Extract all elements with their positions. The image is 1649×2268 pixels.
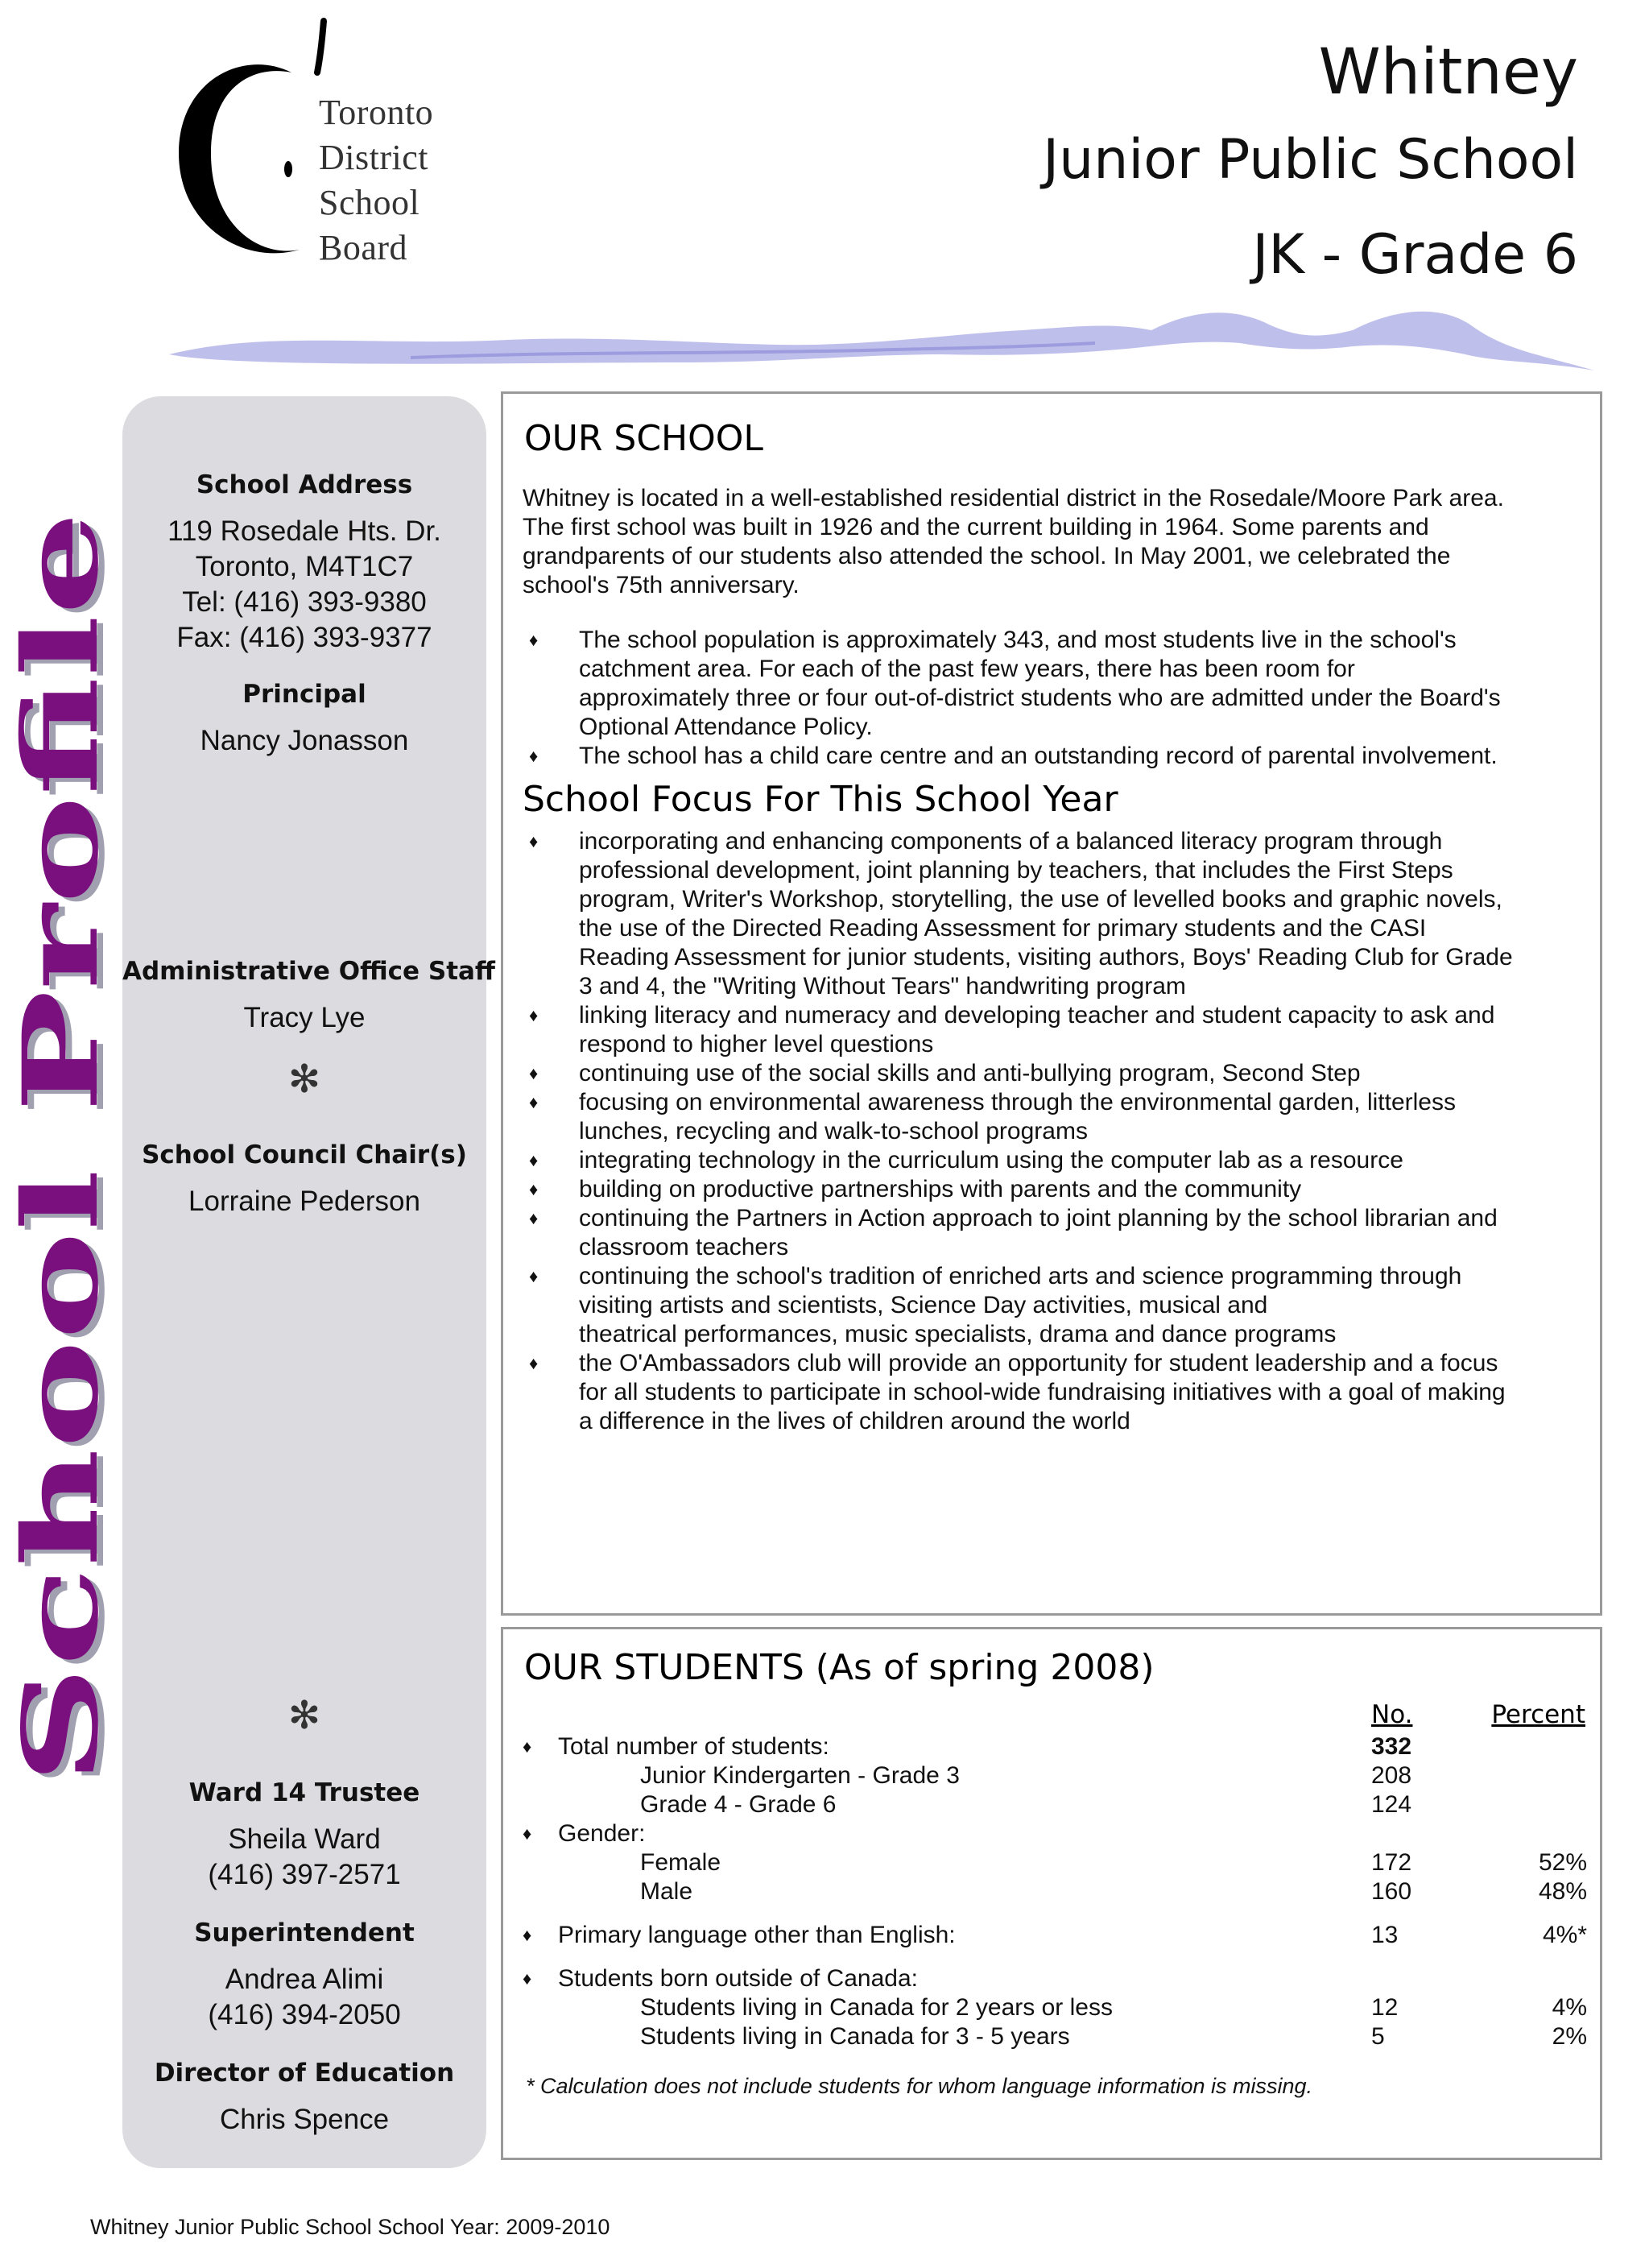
bullet-diamond-icon: ♦ — [529, 1266, 539, 1286]
superintendent-heading: Superintendent — [194, 1918, 415, 1947]
row-count: 332 — [1371, 1733, 1412, 1760]
bullet-diamond-icon: ♦ — [523, 1925, 532, 1945]
row-label: Junior Kindergarten - Grade 3 — [640, 1762, 960, 1789]
school-title-block — [1043, 32, 1578, 303]
row-percent: 48% — [1538, 1878, 1587, 1905]
column-header-percent: Percent — [1491, 1700, 1585, 1729]
row-label: Total number of students: — [558, 1733, 829, 1760]
row-percent: 2% — [1552, 2023, 1587, 2050]
bullet-line: classroom teachers — [579, 1234, 789, 1260]
bullet-diamond-icon: ♦ — [529, 630, 539, 650]
address-heading: School Address — [196, 470, 413, 499]
bullet-line: approximately three or four out-of-district students who are admitted under the Board's — [579, 685, 1501, 711]
bullet-line: continuing the Partners in Action approach to joint planning by the school librarian and — [579, 1205, 1498, 1231]
bullet-line: linking literacy and numeracy and developing teacher and student capacity to ask and — [579, 1002, 1495, 1028]
bullet-line: integrating technology in the curriculum using the computer lab as a resource — [579, 1147, 1403, 1173]
row-percent: 52% — [1538, 1849, 1587, 1876]
contact-sidebar — [122, 396, 496, 2168]
bullet-diamond-icon: ♦ — [523, 1968, 532, 1989]
our-school-section — [501, 391, 1602, 1616]
bullet-line: a difference in the lives of children around the world — [579, 1408, 1130, 1434]
school-type: Junior Public School — [1043, 128, 1578, 192]
director-name: Chris Spence — [219, 2104, 390, 2135]
bullet-line: the use of the Directed Reading Assessment for primary students and the CASI — [579, 915, 1427, 942]
school-name: Whitney — [1318, 36, 1578, 109]
bullet-line: Reading Assessment for junior students, visiting authors, Boys' Reading Club for Grade — [579, 944, 1513, 971]
fax-line: Fax: (416) 393-9377 — [176, 622, 432, 653]
bullet-line: The school population is approximately 343, and most students live in the school's — [579, 627, 1457, 653]
list-item — [523, 1349, 1601, 1436]
bullet-diamond-icon: ♦ — [529, 1208, 539, 1228]
list-item — [523, 1146, 1601, 1175]
row-label: Male — [640, 1878, 693, 1905]
focus-bullets — [523, 827, 1601, 1436]
row-count: 13 — [1371, 1922, 1399, 1948]
our-school-bullets — [523, 626, 1601, 771]
page-footer: Whitney Junior Public School School Year: 2009-2010 — [90, 2215, 610, 2239]
row-label: Female — [640, 1849, 721, 1876]
logo-line: District — [319, 138, 428, 177]
principal-name: Nancy Jonasson — [200, 725, 409, 756]
logo-line: School — [319, 183, 420, 222]
row-count: 5 — [1371, 2023, 1385, 2050]
bullet-diamond-icon: ♦ — [529, 831, 539, 851]
trustee-heading: Ward 14 Trustee — [188, 1778, 420, 1807]
row-count: 124 — [1371, 1791, 1412, 1818]
list-item — [523, 827, 1601, 1001]
row-count: 208 — [1371, 1762, 1412, 1789]
bullet-diamond-icon: ♦ — [523, 1823, 532, 1844]
address-line: Toronto, M4T1C7 — [195, 551, 414, 582]
separator-star: ✻ — [287, 1058, 321, 1101]
bullet-line: program, Writer's Workshop, storytelling, the use of levelled books and graphic novels, — [579, 886, 1502, 913]
bullet-line: catchment area. For each of the past few years, there has been room for — [579, 656, 1355, 682]
row-label: Students living in Canada for 2 years or less — [640, 1994, 1113, 2021]
column-header-no: No. — [1371, 1700, 1413, 1729]
list-item — [523, 626, 1601, 742]
row-label: Primary language other than English: — [558, 1922, 956, 1948]
list-item — [523, 1059, 1601, 1088]
bullet-line: focusing on environmental awareness through the environmental garden, litterless — [579, 1089, 1456, 1115]
bullet-line: the O'Ambassadors club will provide an opportunity for student leadership and a focus — [579, 1350, 1498, 1376]
council-name: Lorraine Pederson — [188, 1186, 420, 1217]
list-item — [523, 1262, 1601, 1349]
council-heading: School Council Chair(s) — [142, 1140, 467, 1169]
bullet-line: theatrical performances, music specialists, drama and dance programs — [579, 1321, 1337, 1347]
our-school-heading: OUR SCHOOL — [524, 418, 763, 459]
bullet-diamond-icon: ♦ — [529, 1005, 539, 1025]
list-item — [523, 1175, 1601, 1204]
logo-line: Board — [319, 228, 408, 267]
row-label: Grade 4 - Grade 6 — [640, 1791, 837, 1818]
our-students-section — [501, 1627, 1602, 2160]
bullet-line: continuing the school's tradition of enriched arts and science programming through — [579, 1263, 1462, 1289]
bullet-line: respond to higher level questions — [579, 1031, 934, 1057]
row-count: 12 — [1371, 1994, 1399, 2021]
superintendent-name: Andrea Alimi — [225, 1964, 384, 1995]
separator-star: ✻ — [287, 1695, 321, 1737]
our-students-heading: OUR STUDENTS (As of spring 2008) — [524, 1647, 1155, 1688]
decorative-wave — [169, 298, 1594, 379]
row-label: Students living in Canada for 3 - 5 years — [640, 2023, 1070, 2050]
bullet-line: incorporating and enhancing components of a balanced literacy program through — [579, 828, 1443, 855]
row-label: Students born outside of Canada: — [558, 1965, 918, 1992]
superintendent-phone: (416) 394-2050 — [208, 1999, 401, 2030]
row-label: Gender: — [558, 1820, 646, 1847]
bullet-diamond-icon: ♦ — [529, 1179, 539, 1199]
bullet-diamond-icon: ♦ — [529, 746, 539, 766]
list-item — [523, 1088, 1601, 1146]
bullet-diamond-icon: ♦ — [529, 1063, 539, 1083]
apple-logo-icon — [171, 16, 332, 274]
row-percent: 4%* — [1542, 1922, 1587, 1948]
principal-heading: Principal — [242, 680, 366, 709]
bullet-line: continuing use of the social skills and anti-bullying program, Second Step — [579, 1060, 1361, 1086]
row-count: 172 — [1371, 1849, 1412, 1876]
list-item — [523, 1001, 1601, 1059]
tdsb-logo — [171, 16, 493, 274]
our-school-intro — [523, 484, 1593, 600]
trustee-phone: (416) 397-2571 — [208, 1859, 401, 1890]
banner-shadow: School Profile — [8, 983, 113, 1788]
bullet-line: 3 and 4, the "Writing Without Tears" handwriting program — [579, 973, 1186, 999]
bullet-line: professional development, joint planning by teachers, that includes the First Steps — [579, 857, 1453, 884]
list-item — [523, 1204, 1601, 1262]
bullet-line: The school has a child care centre and an outstanding record of parental involvement. — [579, 743, 1498, 769]
bullet-diamond-icon: ♦ — [523, 1736, 532, 1757]
bullet-line: for all students to participate in school-wide fundraising initiatives with a goal of making — [579, 1379, 1506, 1405]
bullet-diamond-icon: ♦ — [529, 1150, 539, 1170]
list-item — [523, 742, 1601, 771]
bullet-line: visiting artists and scientists, Science Day activities, musical and — [579, 1292, 1268, 1318]
logo-line: Toronto — [319, 93, 434, 132]
logo-wordmark — [319, 90, 433, 271]
bullet-line: building on productive partnerships with parents and the community — [579, 1176, 1302, 1202]
row-count: 160 — [1371, 1878, 1412, 1905]
row-percent: 4% — [1552, 1994, 1587, 2021]
bullet-diamond-icon: ♦ — [529, 1092, 539, 1112]
intro-line: grandparents of our students also attended the school. In May 2001, we celebrated the — [523, 543, 1451, 569]
bullet-line: lunches, recycling and walk-to-school programs — [579, 1118, 1088, 1144]
trustee-name: Sheila Ward — [228, 1823, 381, 1855]
intro-line: The first school was built in 1926 and the current building in 1964. Some parents and — [523, 514, 1429, 540]
phone-line: Tel: (416) 393-9380 — [182, 586, 427, 618]
focus-heading: School Focus For This School Year — [523, 779, 1118, 820]
grade-range: JK - Grade 6 — [1252, 223, 1578, 287]
bullet-diamond-icon: ♦ — [529, 1353, 539, 1373]
footnote: * Calculation does not include students for whom language information is missing. — [526, 2074, 1313, 2098]
intro-line: Whitney is located in a well-established residential district in the Rosedale/Moore Park area. — [523, 485, 1504, 511]
banner-text: School Profile — [8, 979, 113, 1784]
intro-line: school's 75th anniversary. — [523, 572, 800, 598]
admin-heading: Administrative Office Staff — [122, 957, 496, 986]
address-line: 119 Rosedale Hts. Dr. — [167, 515, 441, 547]
director-heading: Director of Education — [154, 2059, 455, 2088]
bullet-line: Optional Attendance Policy. — [579, 714, 873, 740]
school-profile-banner — [8, 507, 113, 1788]
admin-name: Tracy Lye — [243, 1002, 366, 1033]
